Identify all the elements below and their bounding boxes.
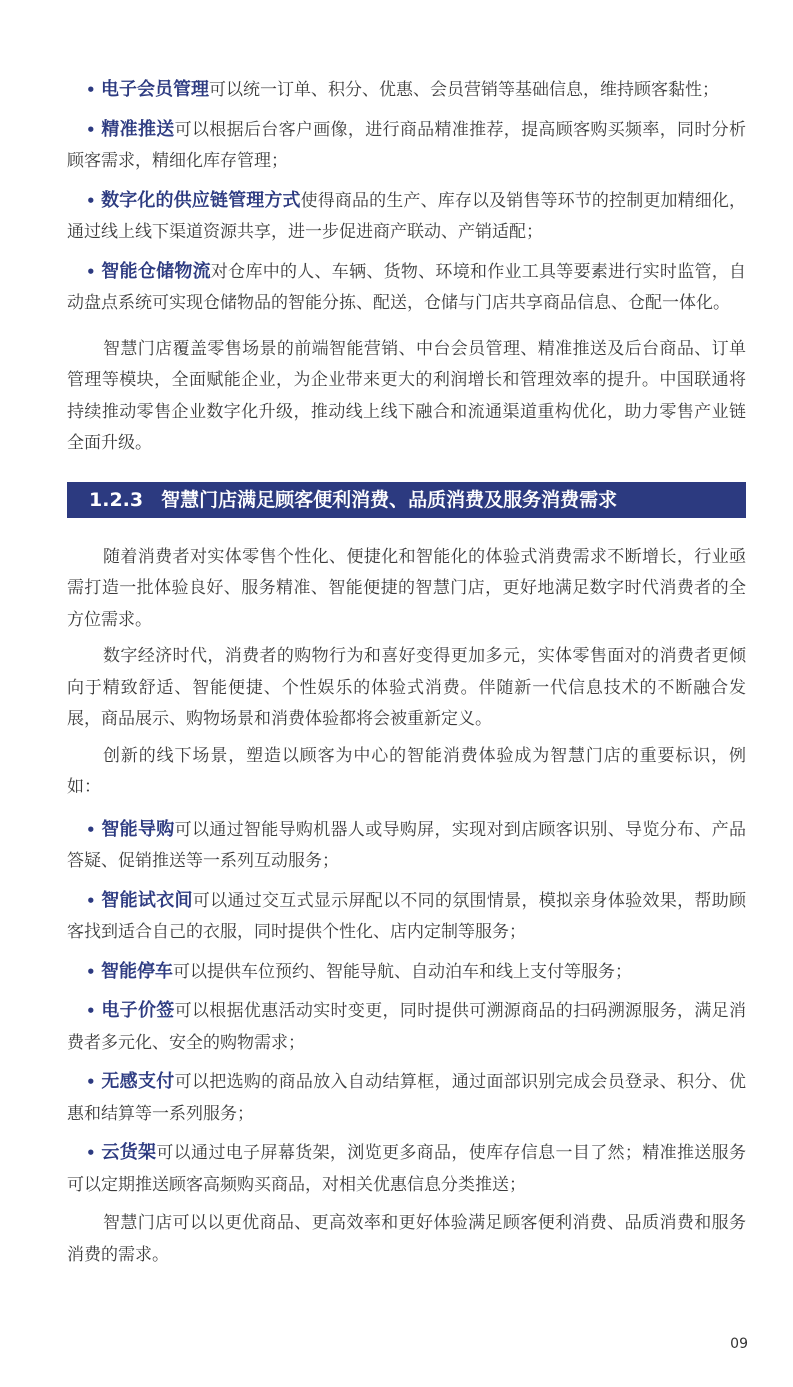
bullet-text: 可以统一订单、积分、优惠、会员营销等基础信息，维持顾客黏性； xyxy=(209,80,719,100)
closing-paragraph: 智慧门店可以以更优商品、更高效率和更好体验满足顾客便利消费、品质消费和服务消费的需求。 xyxy=(67,1213,746,1265)
bullet-term: 智能停车 xyxy=(101,960,173,982)
section-heading xyxy=(67,482,746,518)
page-number: 09 xyxy=(730,1336,748,1352)
bullet-dot-icon: • xyxy=(86,1002,96,1020)
bullet-text: 可以通过电子屏幕货架，浏览更多商品，使库存信息一目了然；精准推送服务可以定期推送顾客高频购买商品，对相关优惠信息分类推送； xyxy=(67,1143,746,1195)
section-paragraph: 数字经济时代，消费者的购物行为和喜好变得更加多元，实体零售面对的消费者更倾向于精致舒适、智能便捷、个性娱乐的体验式消费。伴随新一代信息技术的不断融合发展，商品展示、购物场景和消费体验都将会被重新定义。 xyxy=(67,646,746,729)
bullet-dot-icon: • xyxy=(86,1073,96,1091)
bullet-text: 使得商品的生产、库存以及销售等环节的控制更加精细化，通过线上线下渠道资源共享，进一步促进商产联动、产销适配； xyxy=(67,190,747,242)
bullet-item-smart-fitting-room xyxy=(67,885,746,949)
bullet-text: 可以根据后台客户画像，进行商品精准推荐，提高顾客购买频率，同时分析顾客需求，精细化库存管理； xyxy=(67,119,747,171)
page-content xyxy=(67,74,746,1276)
bullet-term: 电子会员管理 xyxy=(101,79,209,100)
bullet-item-cloud-shelf xyxy=(67,1137,746,1201)
bullet-dot-icon: • xyxy=(86,120,96,139)
bullet-item-seamless-payment xyxy=(67,1066,746,1130)
bullet-term: 电子价签 xyxy=(101,1000,175,1021)
bullet-dot-icon: • xyxy=(86,262,96,281)
bullet-term: 智能导购 xyxy=(101,818,175,840)
section-number: 1.2.3 xyxy=(89,488,144,511)
bullet-text: 可以通过交互式显示屏配以不同的氛围情景，模拟亲身体验效果，帮助顾客找到适合自己的衣服，同时提供个性化、店内定制等服务； xyxy=(67,890,747,942)
bullet-item-precision-push xyxy=(67,114,746,178)
bullet-item-e-price-tag xyxy=(67,995,746,1059)
bullet-text: 可以把选购的商品放入自动结算框，通过面部识别完成会员登录、积分、优惠和结算等一系列服务； xyxy=(67,1072,747,1124)
bullet-term: 精准推送 xyxy=(101,118,175,140)
bullet-dot-icon: • xyxy=(86,191,96,210)
bullet-term: 智能试衣间 xyxy=(101,889,193,911)
bullet-term: 云货架 xyxy=(101,1142,157,1163)
intro-paragraph: 智慧门店覆盖零售场景的前端智能营销、中台会员管理、精准推送及后台商品、订单管理等模块，全面赋能企业，为企业带来更大的利润增长和管理效率的提升。中国联通将持续推动零售企业数字化升级，推动线上线下融合和流通渠道重构优化，助力零售产业链全面升级。 xyxy=(67,338,746,453)
bullet-text: 对仓库中的人、车辆、货物、环境和作业工具等要素进行实时监管，自动盘点系统可实现仓储物品的智能分拣、配送，仓储与门店共享商品信息、仓配一体化。 xyxy=(67,261,747,313)
bullet-term: 智能仓储物流 xyxy=(101,260,211,282)
bullet-text: 可以通过智能导购机器人或导购屏，实现对到店顾客识别、导览分布、产品答疑、促销推送等一系列互动服务； xyxy=(67,819,747,871)
bullet-text: 可以根据优惠活动实时变更，同时提供可溯源商品的扫码溯源服务，满足消费者多元化、安全的购物需求； xyxy=(67,1001,747,1053)
bullet-item-e-membership xyxy=(67,74,746,107)
bullet-dot-icon: • xyxy=(86,1144,96,1162)
bullet-dot-icon: • xyxy=(86,81,96,99)
bullet-text: 可以提供车位预约、智能导航、自动泊车和线上支付等服务； xyxy=(173,961,632,982)
bullet-item-smart-warehouse xyxy=(67,256,746,320)
section-paragraph: 随着消费者对实体零售个性化、便捷化和智能化的体验式消费需求不断增长，行业亟需打造一批体验良好、服务精准、智能便捷的智慧门店，更好地满足数字时代消费者的全方位需求。 xyxy=(67,546,746,630)
section-title: 智慧门店满足顾客便利消费、品质消费及服务消费需求 xyxy=(161,488,618,511)
section-paragraph: 创新的线下场景，塑造以顾客为中心的智能消费体验成为智慧门店的重要标识，例如： xyxy=(67,745,746,797)
bullet-item-smart-parking xyxy=(67,956,746,989)
bullet-item-supply-chain xyxy=(67,185,746,249)
bullet-dot-icon: • xyxy=(86,962,96,981)
bullet-dot-icon: • xyxy=(86,820,96,839)
bullet-term: 无感支付 xyxy=(101,1071,175,1092)
bullet-dot-icon: • xyxy=(86,891,96,910)
bullet-term: 数字化的供应链管理方式 xyxy=(101,189,301,211)
bullet-item-smart-guide xyxy=(67,814,746,878)
